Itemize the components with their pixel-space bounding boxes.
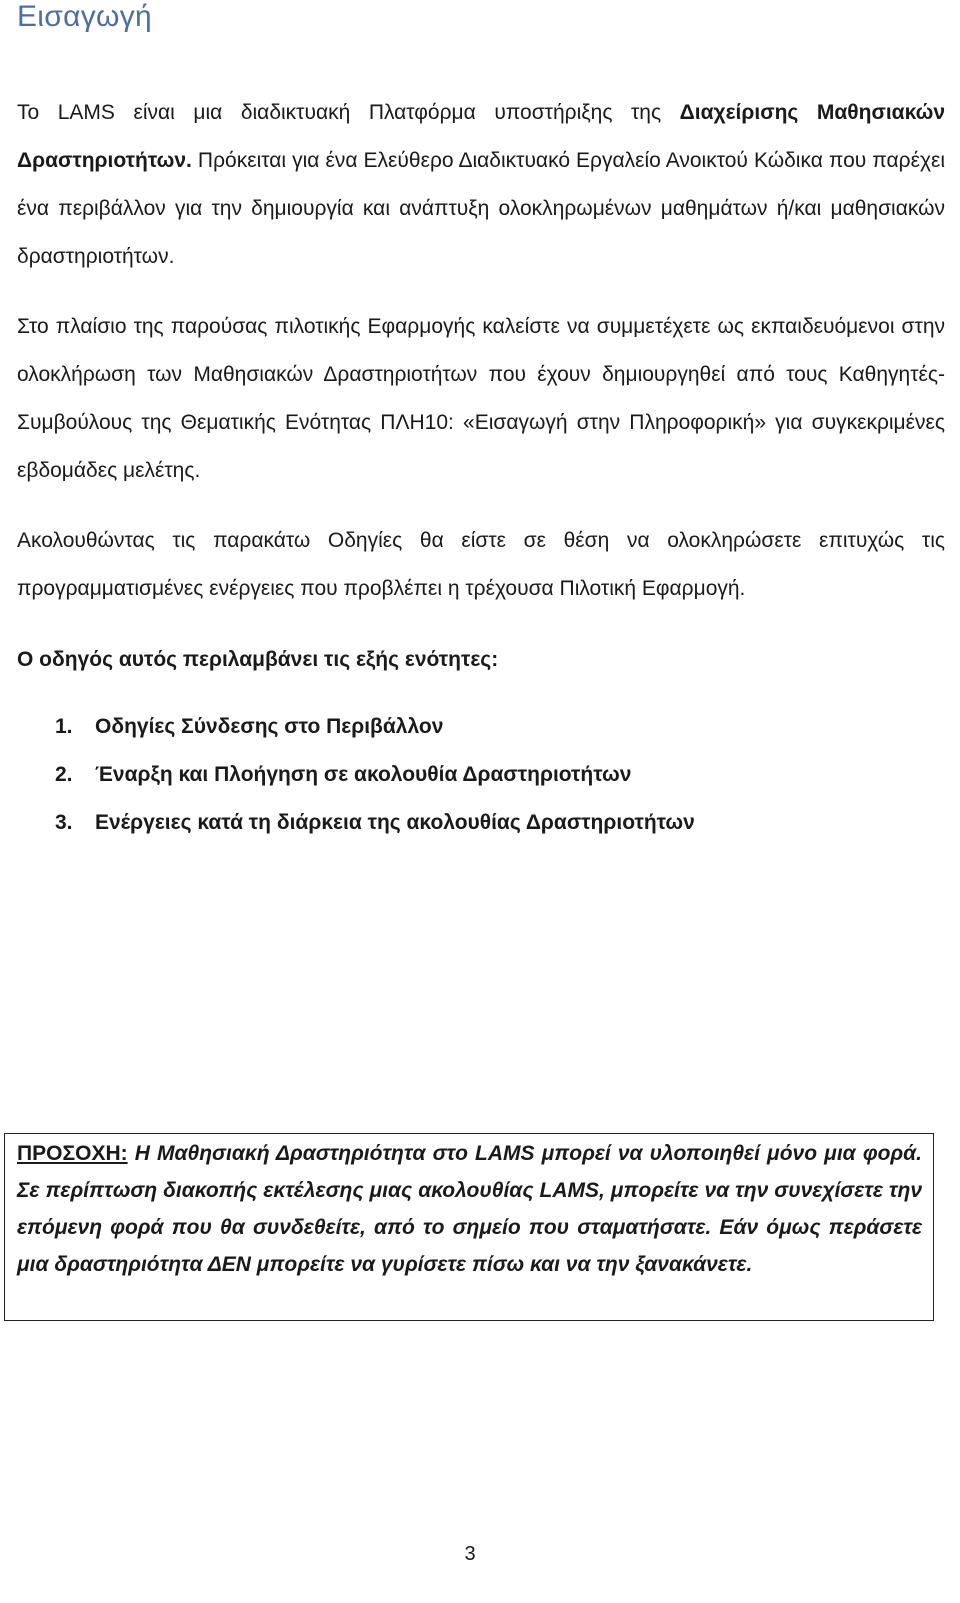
attention-label: ΠΡΟΣΟΧΗ: [17,1142,128,1165]
intro-bold-term: Διαχείρισης Μαθησιακών Δραστηριοτήτων. [17,101,945,172]
intro-text-end: Πρόκειται για ένα Ελεύθερο Διαδικτυακό Εργαλείο Ανοικτού Κώδικα που παρέχει ένα περιβάλλον για την δημιουργία και ανάπτυξη ολοκληρωμένων μαθημάτων ή/και μαθησιακών δραστηριοτήτων. [17,149,945,268]
section-number: 2. [55,763,73,786]
context-paragraph: Στο πλαίσιο της παρούσας πιλοτικής Εφαρμογής καλείστε να συμμετέχετε ως εκπαιδευόμενοι στην ολοκλήρωση των Μαθησιακών Δραστηριοτήτων που έχουν δημιουργηθεί από τους Καθηγητές-Συμβούλους της Θεματικής Ενότητας ΠΛΗ10: «Εισαγωγή στην Πληροφορική» για συγκεκριμένες εβδομάδες μελέτης. [17,315,945,482]
section-number: 1. [55,715,73,738]
attention-message: Η Μαθησιακή Δραστηριότητα στο LAMS μπορεί να υλοποιηθεί μόνο μια φορά. Σε περίπτωση διακοπής εκτέλεσης μιας ακολουθίας LAMS, μπορείτε να την συνεχίσετε την επόμενη φορά που θα συνδεθείτε, από το σημείο που σταματήσατε. Εάν όμως περάσετε μια δραστηριότητα ΔΕΝ μπορείτε να γυρίσετε πίσω και να την ξανακάνετε. [17,1142,922,1276]
attention-notice-text [17,1135,922,1283]
section-label: Έναρξη και Πλοήγηση σε ακολουθία Δραστηριοτήτων [95,763,632,786]
intro-paragraph [17,89,945,281]
page-number: 3 [464,1543,476,1565]
section-label: Ενέργειες κατά τη διάρκεια της ακολουθίας Δραστηριοτήτων [95,811,695,834]
section-label: Οδηγίες Σύνδεσης στο Περιβάλλον [95,715,444,738]
sections-heading: Ο οδηγός αυτός περιλαμβάνει τις εξής ενότητες: [17,648,499,671]
instructions-paragraph: Ακολουθώντας τις παρακάτω Οδηγίες θα είστε σε θέση να ολοκληρώσετε επιτυχώς τις προγραμματισμένες ενέργειες που προβλέπει η τρέχουσα Πιλοτική Εφαρμογή. [17,529,945,600]
attention-notice-box [4,1133,934,1321]
section-number: 3. [55,811,73,834]
section-item [55,751,695,799]
intro-text-start: Το LAMS είναι μια διαδικτυακή Πλατφόρμα υποστήριξης της [17,101,680,124]
page-title: Εισαγωγή [17,0,153,33]
section-item [55,703,695,751]
section-item [55,799,695,847]
sections-list [55,703,695,847]
